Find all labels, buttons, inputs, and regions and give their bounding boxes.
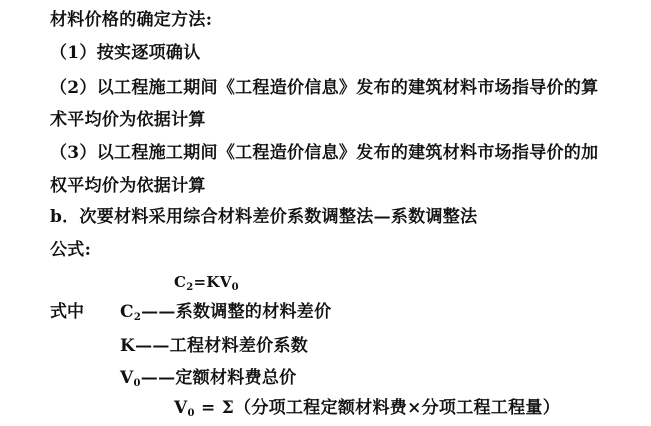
definition-text: ——定额材料费总价 xyxy=(140,368,297,388)
section-b: b．次要材料采用综合材料差价系数调整法—系数调整法 xyxy=(50,207,478,227)
formula-rhs: =KV xyxy=(193,273,232,291)
method-1: （1）按实逐项确认 xyxy=(50,43,201,63)
definition-text: ——工程材料差价系数 xyxy=(135,336,309,356)
formula-lhs: C xyxy=(174,273,187,291)
where-label: 式中 xyxy=(50,302,84,322)
main-formula xyxy=(174,272,239,298)
method-3-line-2: 权平均价为依据计算 xyxy=(50,176,206,196)
heading: 材料价格的确定方法: xyxy=(50,10,213,30)
definition-symbol: C xyxy=(120,302,134,322)
formula-rhs-sub: 0 xyxy=(231,282,239,293)
definition-v0 xyxy=(120,368,296,394)
definition-symbol: K xyxy=(120,336,136,356)
method-3-line-1: （3）以工程施工期间《工程造价信息》发布的建筑材料市场指导价的加 xyxy=(50,143,599,163)
method-2-line-2: 术平均价为依据计算 xyxy=(50,110,206,130)
definition-symbol: V xyxy=(120,368,134,388)
sum-symbol-sub: 0 xyxy=(187,408,195,419)
definition-symbol-sub: 2 xyxy=(133,312,142,323)
definition-c2 xyxy=(120,302,331,328)
method-2-line-1: （2）以工程施工期间《工程造价信息》发布的建筑材料市场指导价的算 xyxy=(50,78,599,98)
definition-k xyxy=(120,336,308,362)
sum-text: = Σ（分项工程定额材料费×分项工程工程量） xyxy=(194,398,561,418)
sum-formula xyxy=(174,398,560,424)
definition-symbol-sub: 0 xyxy=(133,378,141,389)
formula-lhs-sub: 2 xyxy=(186,282,194,293)
sum-symbol: V xyxy=(174,398,188,418)
formula-label: 公式: xyxy=(50,240,92,260)
definition-text: ——系数调整的材料差价 xyxy=(141,302,332,322)
